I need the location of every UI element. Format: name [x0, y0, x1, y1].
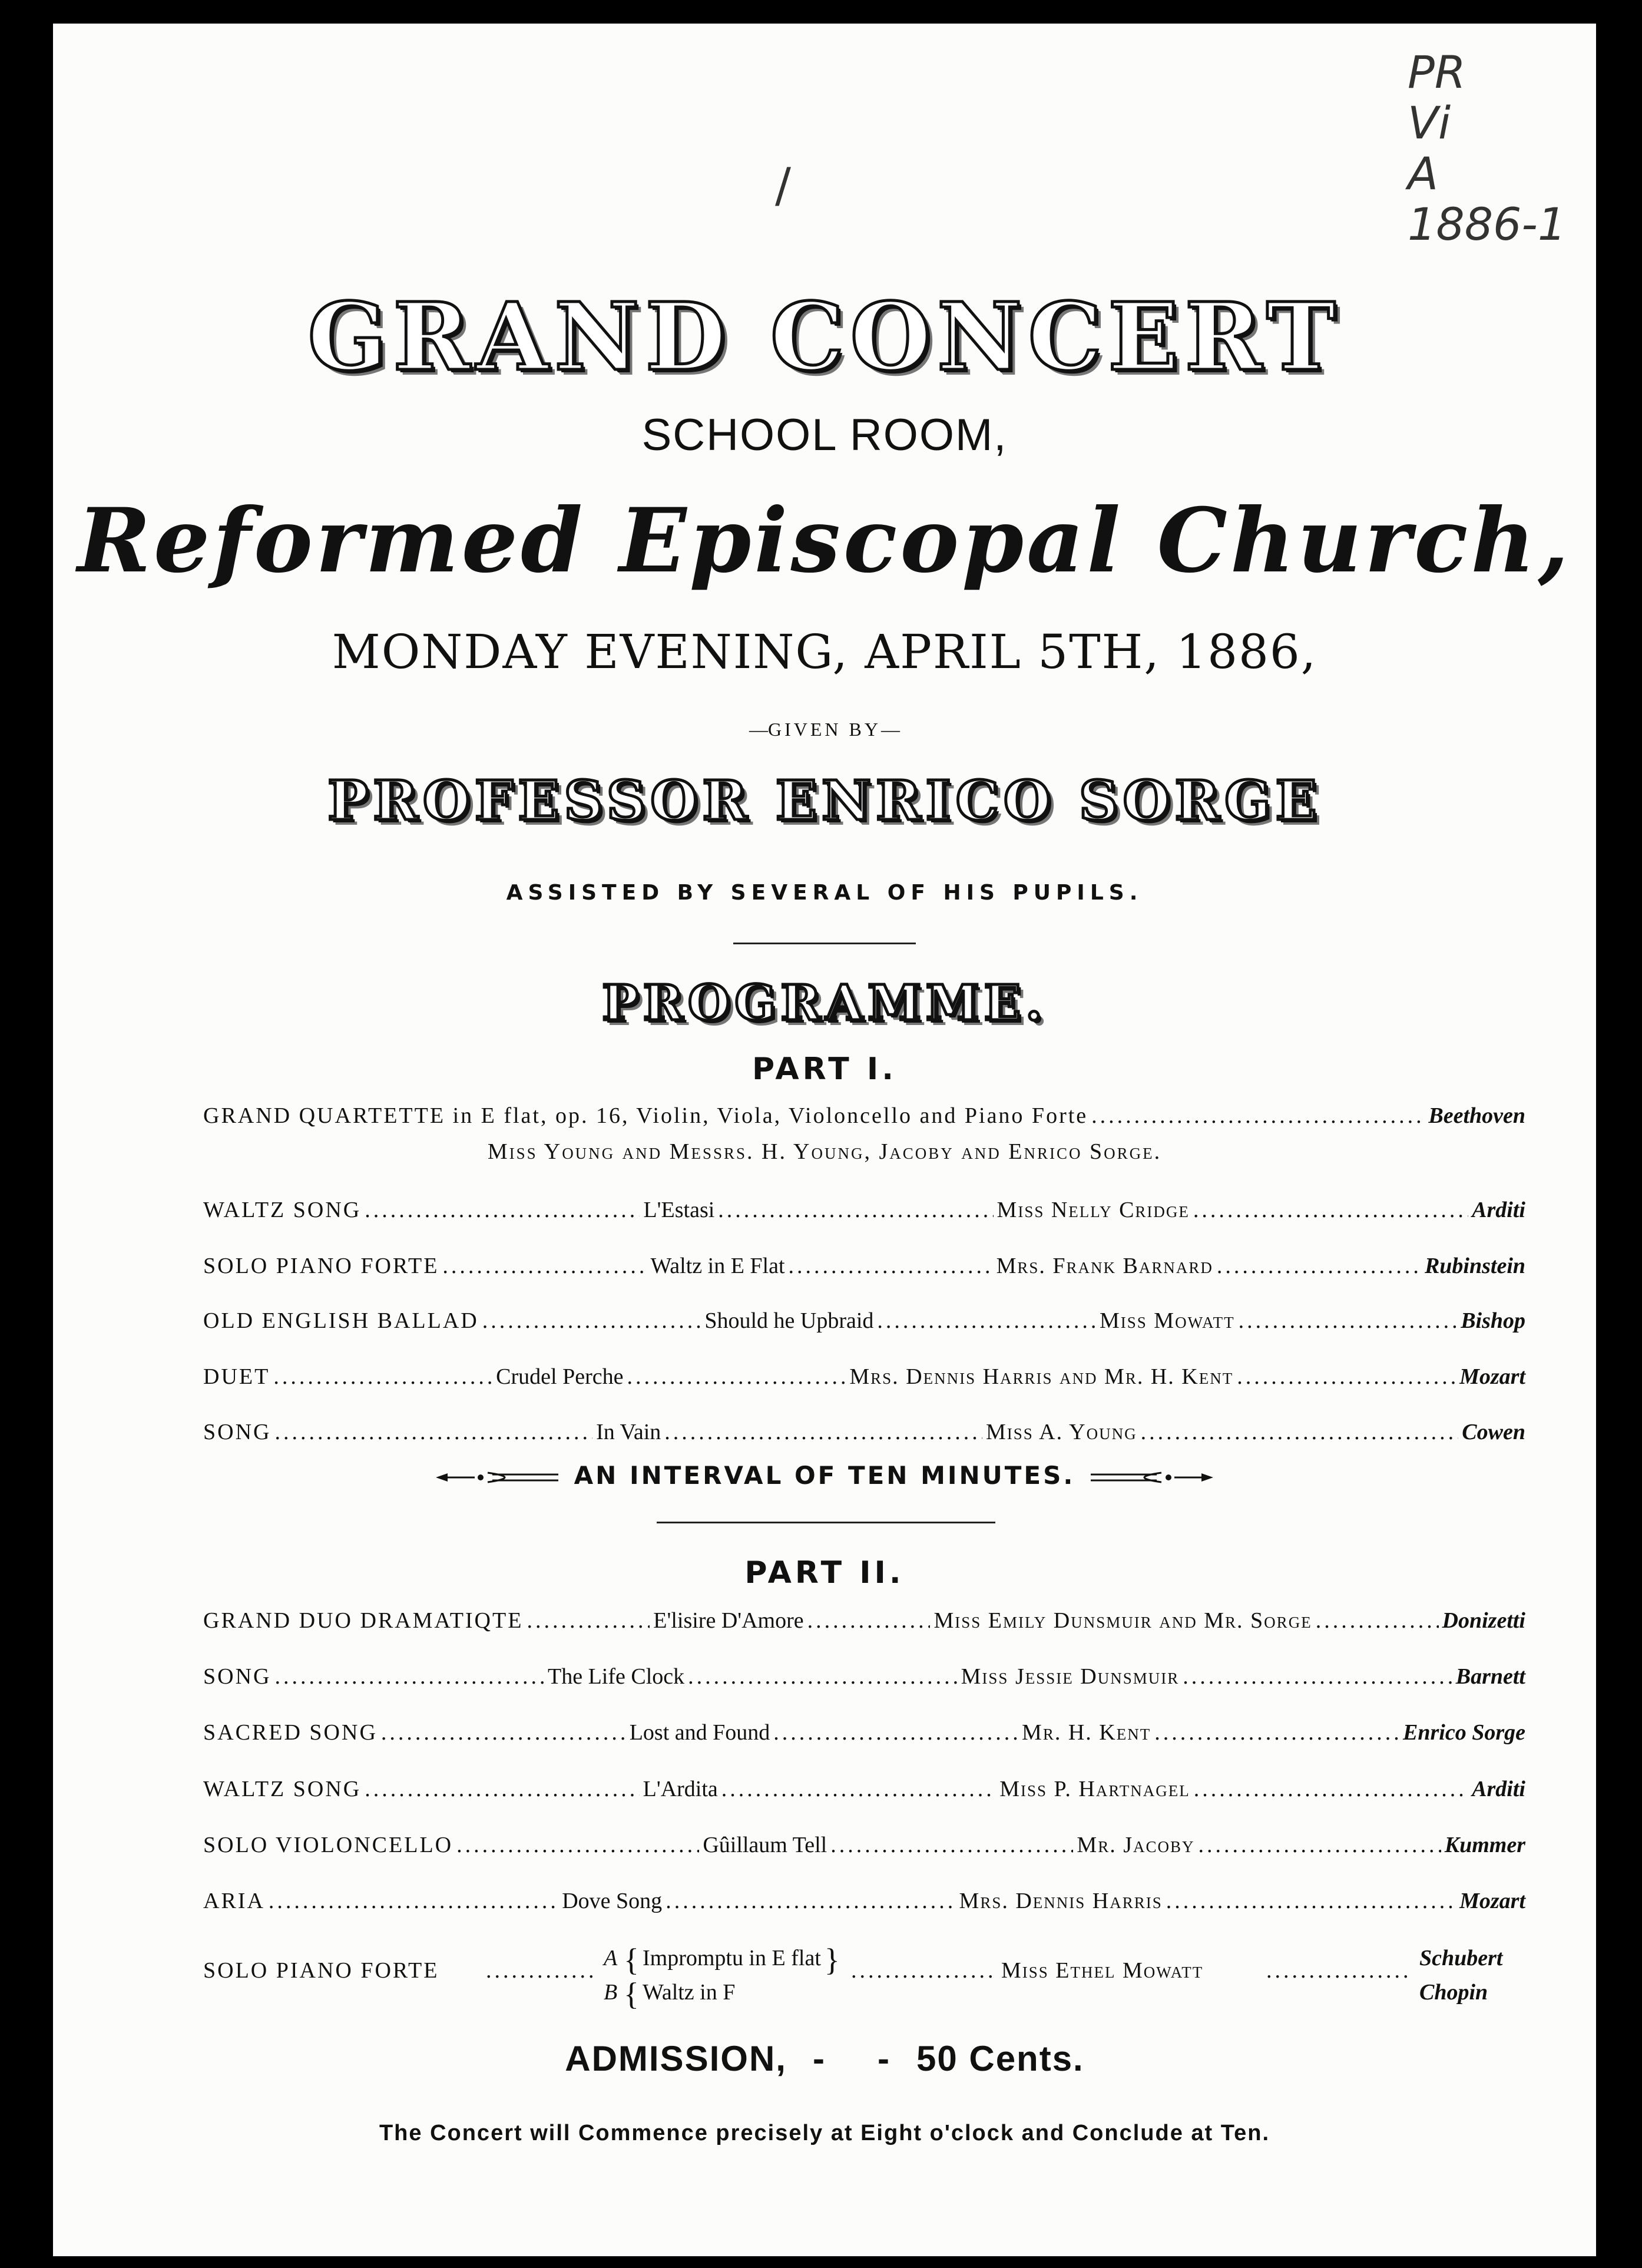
- leader-dots: [773, 1715, 1018, 1750]
- performer-name: PROFESSOR ENRICO SORGE: [327, 769, 1322, 832]
- quartette-performers: Miss Young and Messrs. H. Young, Jacoby and Enrico Sorge.: [487, 1139, 1162, 1164]
- row-composer: Barnett: [1455, 1664, 1525, 1689]
- piano-solo-composer: Chopin: [1419, 1980, 1488, 2005]
- interval-line: [53, 1461, 1596, 1490]
- piano-solo-composer: Schubert: [1419, 1946, 1503, 1971]
- piano-solo-composers: [1419, 1941, 1525, 2009]
- item-letter: B: [604, 1980, 618, 2005]
- quartette-composer: Beethoven: [1428, 1103, 1525, 1128]
- row-title: L'Estasi: [643, 1198, 715, 1222]
- admission-separator: -: [877, 2039, 890, 2078]
- concert-title: GRAND CONCERT: [307, 283, 1342, 392]
- leader-dots: [789, 1249, 993, 1283]
- leader-dots: [442, 1249, 647, 1283]
- admission-price: 50 Cents.: [916, 2039, 1084, 2078]
- leader-dots: [1316, 1604, 1439, 1638]
- quartette-row: [203, 1099, 1525, 1133]
- quartette-performers-wrap: [53, 1139, 1596, 1173]
- row-composer: Arditi: [1472, 1777, 1525, 1801]
- leader-dots: [721, 1772, 996, 1806]
- piano-solo-item: [604, 1941, 843, 1978]
- piano-solo-row: [203, 1941, 1525, 2012]
- divider-rule-middle: [657, 1522, 995, 1523]
- leader-dots: [365, 1772, 639, 1806]
- quartette-piece: GRAND QUARTETTE in E flat, op. 16, Violin, Viola, Violoncello and Piano Forte: [203, 1103, 1088, 1128]
- leader-dots: [1237, 1360, 1456, 1394]
- row-composer: Rubinstein: [1424, 1254, 1526, 1278]
- row-title: Dove Song: [562, 1889, 663, 1913]
- leader-dots: [1154, 1715, 1399, 1750]
- leader-dots: [1217, 1249, 1421, 1283]
- row-title: Lost and Found: [629, 1720, 770, 1745]
- leader-dots: [1266, 1958, 1408, 1983]
- item-title: Waltz in F: [643, 1980, 736, 2005]
- concert-programme-sheet: [53, 24, 1596, 2256]
- leader-dots: [1194, 1772, 1468, 1806]
- leader-dots: [482, 1304, 701, 1338]
- item-letter: A: [604, 1946, 618, 1971]
- brace-icon: {: [624, 1976, 639, 2012]
- row-piece: ARIA: [203, 1889, 265, 1913]
- programme-row: [203, 1249, 1525, 1283]
- row-title: Waltz in E Flat: [650, 1254, 785, 1278]
- row-title: Gûillaum Tell: [703, 1833, 827, 1857]
- leader-dots: [664, 1415, 982, 1449]
- row-performer: Mr. Jacoby: [1077, 1833, 1195, 1857]
- row-title: Crudel Perche: [496, 1364, 624, 1389]
- leader-dots: [877, 1304, 1096, 1338]
- leader-dots: [688, 1659, 958, 1694]
- leader-dots: [1183, 1659, 1452, 1694]
- leader-dots: [1199, 1828, 1441, 1862]
- row-performer: Miss Jessie Dunsmuir: [961, 1664, 1180, 1689]
- part-two-heading: PART II.: [744, 1555, 905, 1591]
- programme-row: [203, 1193, 1525, 1227]
- given-by-text: GIVEN BY: [768, 719, 881, 740]
- row-performer: Miss Mowatt: [1100, 1308, 1235, 1333]
- row-piece: SONG: [203, 1664, 272, 1689]
- leader-dots: [1166, 1884, 1456, 1918]
- left-ornament-icon: [433, 1469, 563, 1486]
- row-composer: Cowen: [1462, 1420, 1525, 1444]
- leader-dots: [627, 1360, 846, 1394]
- admission-separator: -: [812, 2039, 826, 2078]
- row-piece: SONG: [203, 1420, 272, 1444]
- row-performer: Mrs. Frank Barnard: [996, 1254, 1213, 1278]
- brace-icon: }: [824, 1942, 840, 1978]
- programme-row: [203, 1772, 1525, 1806]
- item-title: Impromptu in E flat: [643, 1946, 821, 1971]
- row-performer: Mrs. Dennis Harris: [959, 1889, 1163, 1913]
- programme-heading: PROGRAMME.: [602, 975, 1047, 1031]
- row-piece: SOLO VIOLONCELLO: [203, 1833, 453, 1857]
- brace-icon: {: [624, 1942, 639, 1978]
- leader-dots: [456, 1828, 699, 1862]
- leader-dots: [381, 1715, 626, 1750]
- given-by-dash-left: —: [749, 719, 768, 740]
- leader-dots: [718, 1193, 993, 1227]
- leader-dots: [527, 1604, 650, 1638]
- programme-row: [203, 1360, 1525, 1394]
- catalog-mark-1: PR: [1408, 46, 1466, 98]
- row-title: Should he Upbraid: [704, 1308, 874, 1333]
- row-performer: Miss A. Young: [985, 1420, 1137, 1444]
- leader-dots: [1141, 1415, 1459, 1449]
- catalog-mark-4: 1886-1: [1408, 198, 1567, 250]
- programme-row: [203, 1304, 1525, 1338]
- catalog-marks: [1408, 47, 1584, 250]
- right-ornament-icon: [1086, 1469, 1216, 1486]
- programme-row: [203, 1715, 1525, 1750]
- admission-line: [53, 2038, 1596, 2079]
- row-performer: Miss P. Hartnagel: [999, 1777, 1190, 1801]
- piano-solo-items: [604, 1941, 843, 2012]
- piano-solo-performer: Miss Ethel Mowatt: [1001, 1958, 1204, 1983]
- leader-dots: [274, 1659, 544, 1694]
- row-composer: Arditi: [1472, 1198, 1525, 1222]
- piano-solo-item: [604, 1975, 843, 2012]
- row-piece: SOLO PIANO FORTE: [203, 1254, 439, 1278]
- leader-dots: [830, 1828, 1073, 1862]
- footer-note: The Concert will Commence precisely at Eight o'clock and Conclude at Ten.: [379, 2121, 1270, 2145]
- leader-dots: [666, 1884, 955, 1918]
- church-name: Reformed Episcopal Church,: [77, 489, 1572, 593]
- row-title: E'lisire D'Amore: [653, 1608, 804, 1633]
- divider-rule-top: [733, 943, 916, 944]
- leader-dots: [269, 1884, 558, 1918]
- venue-line: SCHOOL ROOM,: [641, 410, 1008, 460]
- row-piece: OLD ENGLISH BALLAD: [203, 1308, 479, 1333]
- row-composer: Kummer: [1444, 1833, 1525, 1857]
- catalog-mark-3: A: [1408, 147, 1438, 200]
- stray-pencil-mark: /: [775, 158, 791, 213]
- interval-text: AN INTERVAL OF TEN MINUTES.: [574, 1461, 1075, 1490]
- row-composer: Mozart: [1459, 1364, 1526, 1389]
- programme-row: [203, 1828, 1525, 1862]
- given-by-line: [53, 719, 1596, 740]
- programme-row: [203, 1659, 1525, 1694]
- row-composer: Donizetti: [1442, 1608, 1525, 1633]
- row-performer: Mr. H. Kent: [1022, 1720, 1151, 1745]
- concert-date: MONDAY EVENING, APRIL 5TH, 1886,: [332, 624, 1317, 679]
- row-performer: Miss Nelly Cridge: [997, 1198, 1190, 1222]
- admission-label: ADMISSION,: [565, 2039, 787, 2078]
- row-composer: Bishop: [1461, 1308, 1526, 1333]
- row-piece: SACRED SONG: [203, 1720, 378, 1745]
- row-composer: Mozart: [1459, 1889, 1526, 1913]
- row-performer: Mrs. Dennis Harris and Mr. H. Kent: [849, 1364, 1234, 1389]
- assisted-line: ASSISTED BY SEVERAL OF HIS PUPILS.: [506, 881, 1143, 905]
- row-piece: DUET: [203, 1364, 270, 1389]
- row-piece: GRAND DUO DRAMATIQTE: [203, 1608, 524, 1633]
- programme-row: [203, 1604, 1525, 1638]
- row-title: L'Ardita: [643, 1777, 718, 1801]
- programme-row: [203, 1415, 1525, 1449]
- row-composer: Enrico Sorge: [1403, 1720, 1525, 1745]
- leader-dots: [273, 1360, 492, 1394]
- leader-dots: [365, 1193, 640, 1227]
- part-one-heading: PART I.: [752, 1052, 897, 1087]
- catalog-mark-2: Vi: [1408, 97, 1451, 149]
- leader-dots: [807, 1604, 931, 1638]
- leader-dots: [1091, 1099, 1425, 1133]
- leader-dots: [1239, 1304, 1458, 1338]
- row-piece: WALTZ SONG: [203, 1777, 362, 1801]
- row-title: The Life Clock: [547, 1664, 685, 1689]
- row-performer: Miss Emily Dunsmuir and Mr. Sorge: [933, 1608, 1312, 1633]
- row-title: In Vain: [596, 1420, 661, 1444]
- piano-solo-piece: SOLO PIANO FORTE: [203, 1958, 439, 1983]
- leader-dots: [486, 1958, 598, 1983]
- leader-dots: [1193, 1193, 1468, 1227]
- programme-row: [203, 1884, 1525, 1918]
- row-piece: WALTZ SONG: [203, 1198, 362, 1222]
- given-by-dash-right: —: [880, 719, 900, 740]
- leader-dots: [274, 1415, 592, 1449]
- leader-dots: [851, 1958, 992, 1983]
